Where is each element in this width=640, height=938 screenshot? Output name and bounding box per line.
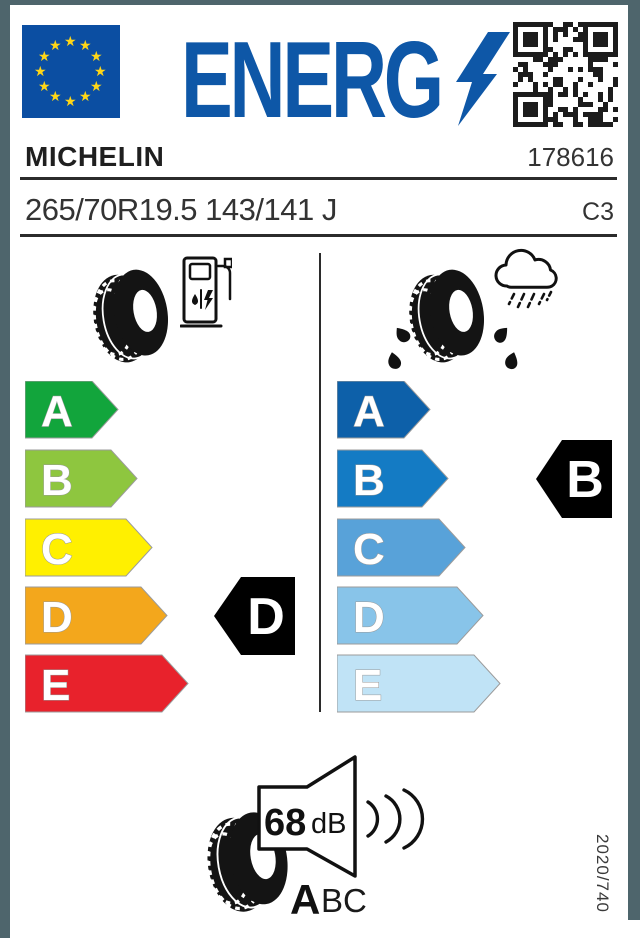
wet-grade-e	[337, 655, 500, 712]
eu-star: ★	[49, 36, 62, 53]
eu-flag-icon	[22, 25, 120, 118]
svg-text:C: C	[41, 525, 73, 574]
wet-grip-rating-badge	[536, 439, 613, 519]
lightning-bolt-shape	[456, 32, 510, 126]
rain-cloud-shape	[496, 250, 556, 307]
fuel-pump-shape	[181, 258, 232, 326]
article-number: 178616	[527, 142, 614, 172]
eu-star: ★	[38, 77, 51, 94]
eu-star: ★	[34, 62, 47, 79]
rain-cloud-icon	[490, 248, 566, 318]
divider-line-1	[20, 177, 617, 180]
eu-star: ★	[94, 62, 107, 79]
top-border	[0, 0, 640, 5]
water-splash-icon	[384, 322, 524, 374]
eu-star: ★	[89, 47, 103, 64]
energy-logo-text: ENERG	[181, 18, 441, 141]
noise-speaker-icon	[256, 754, 428, 920]
fuel-efficiency-scale	[25, 381, 225, 713]
eu-star: ★	[64, 92, 77, 109]
eu-star: ★	[89, 77, 103, 94]
eu-star: ★	[49, 88, 62, 105]
wet-grade-a	[337, 381, 430, 438]
tyre-dimension: 265/70R19.5 143/141 J	[25, 192, 337, 227]
eu-star: ★	[79, 88, 92, 105]
fuel-rating-letter: D	[247, 588, 285, 646]
svg-text:A: A	[353, 387, 385, 436]
svg-text:D: D	[353, 593, 385, 642]
noise-value: 68	[264, 802, 307, 844]
fuel-efficiency-rating-badge	[214, 576, 296, 656]
tyre-icon	[90, 266, 174, 366]
splash-drops	[386, 324, 520, 371]
dimension-row	[25, 192, 614, 228]
fuel-grade-a	[25, 381, 118, 438]
noise-class-selected: A	[290, 876, 321, 920]
brand-name: MICHELIN	[25, 141, 165, 172]
left-border	[0, 0, 10, 938]
qr-code-icon	[513, 22, 618, 127]
divider-line-2	[20, 234, 617, 237]
tyre-shape	[90, 266, 174, 366]
svg-text:B: B	[41, 456, 73, 505]
fuel-grade-e	[25, 655, 188, 712]
lightning-bolt-icon	[452, 32, 510, 126]
fuel-grade-c	[25, 519, 152, 576]
regulation-reference: 2020/740	[593, 834, 612, 913]
fuel-grade-b	[25, 450, 137, 507]
svg-text:D: D	[41, 593, 73, 642]
qr-modules	[513, 22, 618, 127]
wet-grade-d	[337, 587, 483, 644]
wet-grip-scale	[337, 381, 537, 713]
svg-text:A: A	[41, 387, 73, 436]
wet-grip-rating-letter: B	[566, 451, 604, 509]
eu-star: ★	[64, 32, 77, 49]
wet-grade-b	[337, 450, 448, 507]
svg-text:C: C	[353, 525, 385, 574]
sound-waves-icon	[368, 790, 422, 848]
eu-star: ★	[38, 47, 51, 64]
svg-text:B: B	[353, 456, 385, 505]
fuel-grade-d	[25, 587, 167, 644]
fuel-pump-icon	[180, 252, 232, 328]
tyre-class: C3	[582, 198, 614, 226]
noise-unit: dB	[311, 808, 347, 840]
noise-class-others: BC	[321, 882, 367, 919]
wet-grade-c	[337, 519, 465, 576]
eu-star: ★	[79, 36, 92, 53]
column-divider	[319, 253, 321, 712]
right-border	[628, 0, 640, 920]
brand-row	[25, 141, 614, 173]
svg-text:E: E	[41, 661, 71, 710]
svg-text:E: E	[353, 661, 383, 710]
